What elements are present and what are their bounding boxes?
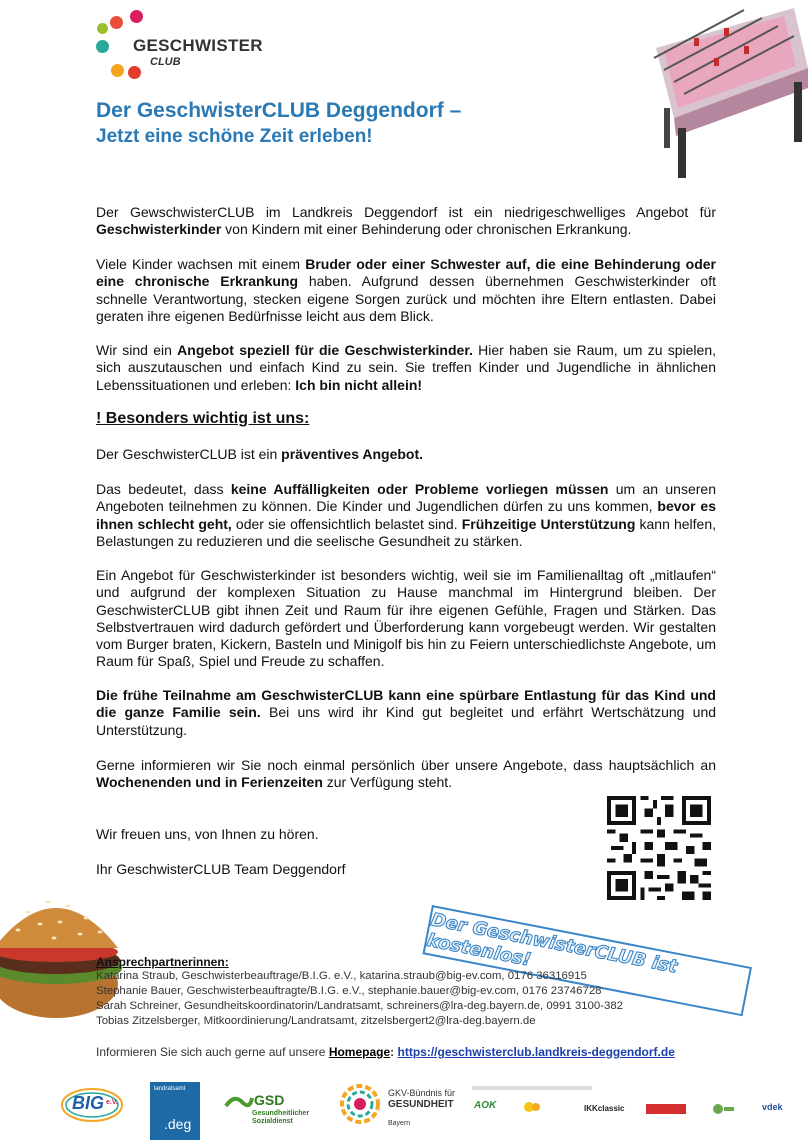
ikk-logo: IKKclassic	[584, 1104, 625, 1113]
gsd-text: GSD	[254, 1092, 285, 1108]
paragraph-early	[96, 687, 716, 739]
homepage-prefix: Informieren Sie sich auch gerne auf unsere	[96, 1045, 329, 1059]
contact-line: Tobias Zitzelsberger, Mitkoordinierung/Landratsamt, zitzelsbergert2@lra-deg.bayern.de	[96, 1015, 536, 1027]
paragraph-meaning	[96, 481, 716, 550]
gsd-wave-icon	[224, 1092, 254, 1112]
text-segment: von Kindern mit einer Behinderung oder chronischen Erkrankung.	[221, 221, 632, 238]
foosball-table-image	[644, 8, 808, 186]
text-segment: Angebot speziell für die Geschwisterkinder.	[177, 342, 473, 358]
text-segment: keine Auffälligkeiten oder Probleme vorliegen müssen	[230, 481, 609, 497]
text-segment: Bei uns wird ihr Kind gut begleitet und erfährt Wertschätzung und Unterstützung.	[96, 704, 717, 738]
closing-line: Wir freuen uns, von Ihnen zu hören.	[96, 826, 319, 842]
homepage-line	[96, 1045, 675, 1059]
contacts-title: Ansprechpartnerinnen:	[96, 955, 229, 969]
signature-line: Ihr GeschwisterCLUB Team Deggendorf	[96, 861, 346, 877]
text-segment: oder sie offensichtlich belastet sind.	[231, 515, 462, 532]
landratsamt-text: landratsamt	[154, 1086, 186, 1092]
text-segment: Gerne informieren wir Sie noch einmal persönlich über unsere Angebote, dass hauptsächlich an	[96, 757, 716, 773]
qr-code-icon[interactable]	[607, 796, 711, 900]
logo-dot-icon	[96, 40, 109, 53]
logo-wordmark: GESCHWISTER	[133, 36, 263, 55]
big-logo-sub: e.V.	[106, 1099, 118, 1106]
page-subtitle: Jetzt eine schöne Zeit erleben!	[96, 126, 373, 147]
landratsamt-logo	[150, 1082, 200, 1140]
text-segment: Die frühe Teilnahme am GeschwisterCLUB kann eine spürbare Entlastung für das Kind und die ganze Familie sein.	[96, 687, 716, 721]
bkk-icon	[522, 1100, 542, 1114]
gkv-circle-icon	[338, 1082, 382, 1126]
svlfg-icon	[712, 1102, 734, 1116]
text-segment: zur Verfügung steht.	[322, 774, 453, 791]
homepage-label: Homepage	[328, 1045, 391, 1059]
deg-text: .deg	[164, 1116, 192, 1132]
gkv-logo	[338, 1082, 468, 1134]
text-segment: haben. Aufgrund dessen übernehmen Geschwisterkinder oft schnelle Verantwortung, stecken eigene Sorgen zurück und möchten ihre Eltern entlasten. Dabei geraten ihre eigenen Bedürfnisse leicht aus dem Blick.	[96, 273, 716, 324]
aok-logo: AOK	[474, 1100, 497, 1111]
paragraph-preventive	[96, 446, 716, 463]
text-segment: Viele Kinder wachsen mit einem	[96, 256, 306, 272]
text-segment: bevor es ihnen schlecht geht,	[96, 498, 716, 532]
paragraph-siblings	[96, 256, 716, 325]
paragraph-info	[96, 757, 716, 792]
logo-dot-icon	[130, 10, 143, 23]
gsd-sub2: Sozialdienst	[252, 1118, 293, 1125]
logo-subtitle: CLUB	[150, 56, 181, 68]
text-segment: Der GewschwisterCLUB im Landkreis Deggendorf ist ein niedrigeschwelliges Angebot für	[96, 204, 716, 220]
vdek-logo: vdek	[762, 1102, 783, 1112]
knappschaft-logo	[646, 1104, 686, 1114]
contact-line: Katarina Straub, Geschwisterbeauftrage/B.I.G. e.V., katarina.straub@big-ev.com, 0176 36316915	[96, 970, 587, 982]
sponsors-divider	[472, 1086, 592, 1090]
logo-dot-icon	[128, 66, 141, 79]
text-segment: Ich bin nicht allein!	[295, 376, 423, 393]
logo-dot-icon	[97, 23, 108, 34]
text-segment: präventives Angebot.	[281, 446, 424, 462]
gsd-sub1: Gesundheitlicher	[252, 1110, 310, 1117]
text-segment: kann helfen, Belastungen zu reduzieren und die seelische Gesundheit zu stärken.	[96, 515, 717, 549]
gkv-text2: GESUNDHEIT	[388, 1099, 454, 1110]
gkv-text1: GKV-Bündnis für	[388, 1088, 456, 1098]
text-segment: Das bedeutet, dass	[96, 481, 231, 497]
contact-line: Sarah Schreiner, Gesundheitskoordinatorin/Landratsamt, schreiners@lra-deg.bayern.de, 0991 3100-382	[96, 1000, 623, 1012]
contact-line: Stephanie Bauer, Geschwisterbeauftragte/B.I.G. e.V., stephanie.bauer@big-ev.com, 0176 23746728	[96, 985, 602, 997]
stamp-text: Der GeschwisterCLUB ist kostenlos!	[425, 909, 680, 978]
text-segment: Frühzeitige Unterstützung	[461, 515, 636, 532]
paragraph-intro	[96, 204, 716, 239]
text-segment: Geschwisterkinder	[96, 221, 222, 238]
page-title: Der GeschwisterCLUB Deggendorf –	[96, 99, 462, 122]
svlfg-logo	[712, 1102, 734, 1116]
homepage-link[interactable]: https://geschwisterclub.landkreis-deggendorf.de	[397, 1045, 675, 1059]
section-title: ! Besonders wichtig ist uns:	[96, 410, 310, 427]
gsd-logo	[224, 1092, 320, 1126]
text-segment: Ein Angebot für Geschwisterkinder ist besonders wichtig, weil sie im Familienalltag oft „mitlaufen“ und aufgrund der komplexen Situation zu Hause manchmal im Hintergrund bleiben. Der GeschwisterCLUB gibt ihnen Zeit und Raum für ihre eigenen Gefühle, Fragen und Stärken. Das Selbstvertrauen wird dadurch gefördert und Überforderung kann vorgebeugt werden. Wir gestalten vom Burger braten, Kickern, Basteln und Minigolf bis hin zu Feiern unterschiedlichste Angebote, um Raum für Spaß, Spiel und Freude zu schaffen.	[96, 567, 716, 670]
gkv-text3: Bayern	[388, 1120, 411, 1127]
text-segment: Bruder oder einer Schwester auf, die eine Behinderung oder eine chronische Erkrankung	[96, 256, 717, 290]
paragraph-importance	[96, 567, 716, 671]
logo-dot-icon	[110, 16, 123, 29]
text-segment: Hier haben sie Raum, um zu spielen, sich auszutauschen und einfach Kind zu sein. Sie treffen Kinder und Jugendliche in ähnlichen Lebenssituationen und erleben:	[96, 342, 717, 393]
text-segment: Wir sind ein	[96, 342, 178, 358]
text-segment: Der GeschwisterCLUB ist ein	[96, 446, 282, 462]
big-logo	[60, 1085, 124, 1123]
logo-dot-icon	[111, 64, 124, 77]
big-logo-text: BIG	[72, 1093, 105, 1113]
text-segment: um an unseren Angeboten teilnehmen zu können. Die Kinder und Jugendlichen dürfen zu uns kommen,	[96, 481, 716, 515]
paragraph-offer	[96, 342, 716, 394]
text-segment: Wochenenden und in Ferienzeiten	[96, 774, 323, 791]
homepage-colon: :	[390, 1045, 398, 1059]
bkk-logo	[522, 1100, 542, 1114]
